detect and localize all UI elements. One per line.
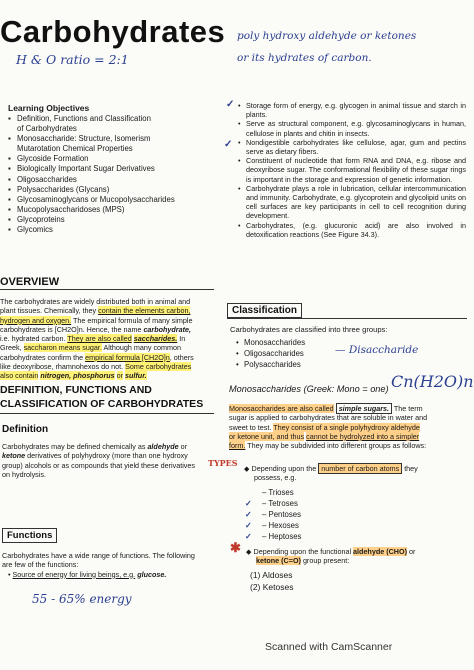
carbon-type-item: – Heptoses: [262, 532, 302, 541]
objective-item: ▪ Monosaccharide: Structure, Isomerism: [8, 134, 208, 144]
objective-item: ▪ Glycosaminoglycans or Mucopolysaccharides: [8, 195, 208, 205]
handwritten-ratio-note: H & O ratio = 2:1: [16, 52, 129, 67]
function-item: • Serve as structural component, e.g. glycosaminoglycans in human, cellulose in plants and chitin in insects.: [238, 119, 466, 137]
classification-group: • Monosaccharides: [236, 337, 356, 348]
classification-intro: Carbohydrates are classified into three groups:: [230, 325, 388, 334]
function-item: • Storage form of energy, e.g. glycogen in animal tissue and starch in plants.: [238, 101, 466, 119]
check-mark-icon: ✓: [245, 521, 252, 530]
handwritten-energy-note: 55 - 65% energy: [32, 592, 132, 606]
objective-item: ▪ Glycomics: [8, 225, 208, 235]
functions-list-continued: [238, 101, 466, 239]
carbon-type-item: – Tetroses: [262, 499, 298, 508]
carbon-types-list: [262, 487, 301, 542]
function-item: • Nondigestible carbohydrates like cellulose, agar, gum and pectins serve as dietary fibers.: [238, 138, 466, 156]
handwritten-definition-note-2: or its hydrates of carbon.: [237, 52, 372, 64]
monosaccharides-heading: Monosaccharides (Greek: Mono = one): [229, 384, 389, 394]
definition-rule: [0, 413, 214, 414]
objective-item: ▪ Glycoproteins: [8, 215, 208, 225]
function-item: • Carbohydrate plays a role in lubrication, cellular intercommunication and immunity. Carbohydrate, e.g. glycoprotein and glycolipid units on cell surfaces are key participants in cell to cell recognition during development.: [238, 184, 466, 221]
classification-group: • Polysaccharides: [236, 359, 356, 370]
classification-group: • Oligosaccharides: [236, 348, 356, 359]
carbon-criterion: ◆ Depending upon the number of carbon atoms they possess, e.g.: [244, 464, 418, 483]
functional-group-criterion: ◆ Depending upon the functional aldehyde (CHO) or ketone (C=O) group present:: [246, 547, 416, 566]
scanner-watermark: Scanned with CamScanner: [265, 641, 393, 653]
carbon-type-item: – Hexoses: [262, 521, 299, 530]
overview-rule: [0, 289, 214, 290]
check-mark-icon: ✓: [245, 499, 252, 508]
carbon-type-item: – Pentoses: [262, 510, 302, 519]
classification-heading: Classification: [227, 303, 302, 318]
objective-item: of Carbohydrates: [17, 124, 77, 134]
objective-item: ▪ Biologically Important Sugar Derivatives: [8, 164, 208, 174]
group-type-item: (1) Aldoses: [250, 570, 293, 580]
carbon-type-item: – Trioses: [262, 488, 294, 497]
check-mark-icon: ✓: [245, 532, 252, 541]
check-mark-icon: ✓: [226, 99, 235, 110]
functional-group-types: [250, 569, 293, 593]
star-icon: ✱: [230, 541, 241, 556]
check-mark-icon: ✓: [245, 510, 252, 519]
objective-item: ▪ Oligosaccharides: [8, 175, 208, 185]
objective-item: Mutarotation Chemical Properties: [17, 144, 133, 154]
group-type-item: (2) Ketoses: [250, 582, 294, 592]
overview-heading: OVERVIEW: [0, 276, 60, 288]
definition-subheading: Definition: [2, 424, 49, 435]
monosaccharides-paragraph: Monosaccharides are also called simple sugars. The term sugar is applied to carbohydrates that are soluble in water and sweet to test. They consist of a single polyhydroxy aldehyde or ketone unit, and thus cannot be hydrolyzed into a simpler form. They may be subdivided into different groups as follows:: [229, 404, 428, 451]
objective-item: ▪ Mucopolysaccharidoses (MPS): [8, 205, 208, 215]
handwritten-disaccharide-note: — Disaccharide: [335, 344, 419, 356]
objective-item: ▪ Glycoside Formation: [8, 154, 208, 164]
function-item: • Constituent of nucleotide that form RNA and DNA, e.g. ribose and deoxyribose sugar. The conformational flexibility of these sugar rings is important in the storage and expression of genetic information.: [238, 156, 466, 184]
functions-paragraph: Carbohydrates have a wide range of functions. The following are few of the functions: • Source of energy for living beings, e.g. glucose.: [2, 551, 195, 579]
objectives-list: [8, 114, 208, 235]
handwritten-types-note: TYPES: [208, 458, 238, 468]
classification-rule: [227, 318, 467, 319]
function-item: • Carbohydrates, (e.g. glucuronic acid) are also involved in detoxification reactions (See Figure 34.3).: [238, 221, 466, 239]
handwritten-definition-note-1: poly hydroxy aldehyde or ketones: [237, 30, 417, 42]
objective-item: ▪ Definition, Functions and Classification: [8, 114, 208, 124]
objectives-title: Learning Objectives: [8, 103, 90, 113]
check-mark-icon: ✓: [224, 139, 233, 150]
overview-paragraph: The carbohydrates are widely distributed both in animal and plant tissues. Chemically, they contain the elements carbon, hydrogen and oxygen. The empirical formula of many simple carbohydrates is [CH2O]n. Hence, the name carbohydrate, i.e. hydrated carbon. They are also called saccharides. In Greek, saccharon means sugar. Although many common carbohydrates confirm the empirical formula [CH2O]n, others like deoxyribose, rhamnohexos do not. Some carbohydrates also contain nitrogen, phosphorus or sulfur.: [0, 297, 194, 381]
definition-heading-line1: DEFINITION, FUNCTIONS AND: [0, 384, 152, 396]
definition-paragraph: Carbohydrates may be defined chemically as aldehyde or ketone derivatives of polyhydroxy (more than one hydroxy group) alcohols or as compounds that yield these derivatives on hydrolysis.: [2, 442, 195, 479]
objective-item: ▪ Polysaccharides (Glycans): [8, 185, 208, 195]
page-title: Carbohydrates: [0, 14, 226, 49]
handwritten-formula-note: Cn(H2O)n: [391, 372, 474, 391]
definition-heading-line2: CLASSIFICATION OF CARBOHYDRATES: [0, 398, 204, 410]
functions-heading: Functions: [2, 528, 57, 543]
